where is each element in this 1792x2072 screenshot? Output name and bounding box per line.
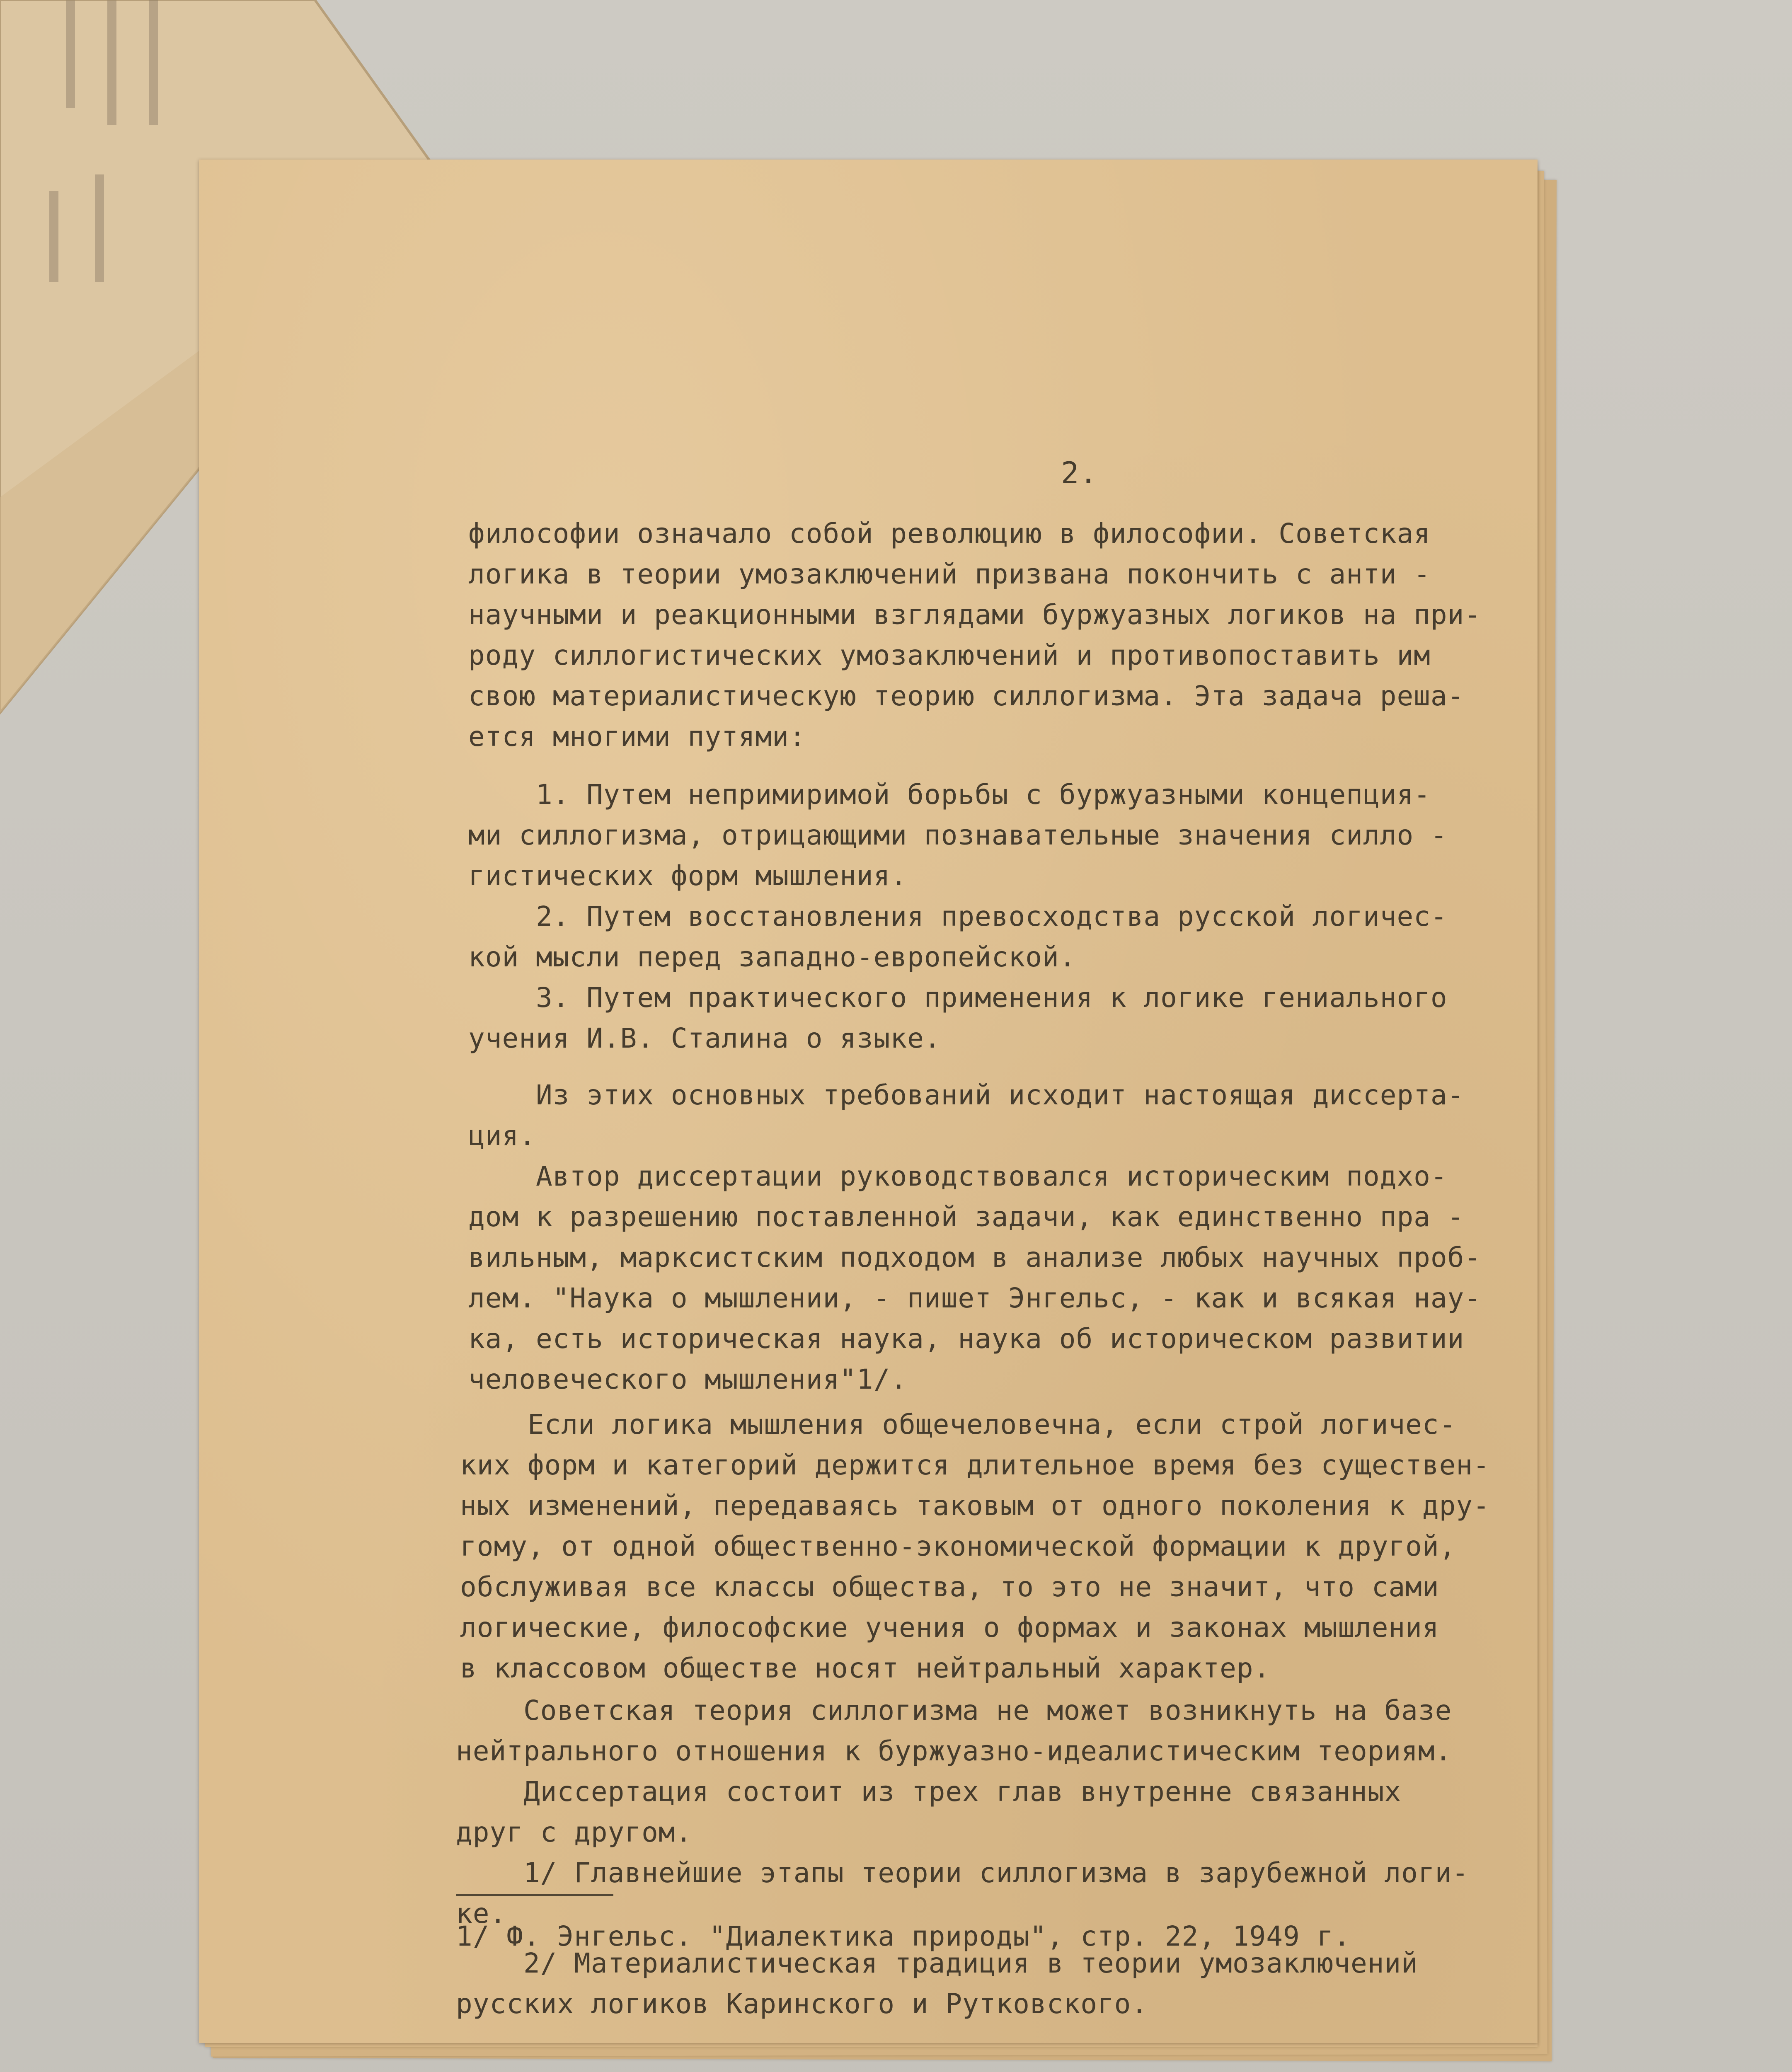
text-line: ке. xyxy=(456,1898,507,1929)
text-line: 1/ Главнейшие этапы теории силлогизма в зарубежной логи- xyxy=(456,1857,1469,1889)
text-line: дом к разрешению поставленной задачи, как единственно пра - xyxy=(468,1201,1465,1233)
text-line: гистических форм мышления. xyxy=(468,860,908,892)
text-line: Диссертация состоит из трех глав внутренне связанных xyxy=(456,1776,1402,1808)
text-line: обслуживая все классы общества, то это не значит, что сами xyxy=(460,1571,1439,1603)
text-line: человеческого мышления"1/. xyxy=(468,1363,908,1395)
text-line: вильным, марксистским подходом в анализе любых научных проб- xyxy=(468,1242,1482,1273)
text-line: Советская теория силлогизма не может возникнуть на базе xyxy=(456,1694,1452,1726)
text-line: ция. xyxy=(468,1120,536,1152)
text-line: ка, есть историческая наука, наука об историческом развитии xyxy=(468,1323,1465,1355)
text-line: логические, философские учения о формах и законах мышления xyxy=(460,1612,1439,1644)
text-line: лем. "Наука о мышлении, - пишет Энгельс, - как и всякая нау- xyxy=(468,1282,1482,1314)
text-line: ких форм и категорий держится длительное время без существен- xyxy=(460,1449,1490,1481)
text-line: Автор диссертации руководствовался историческим подхо- xyxy=(468,1160,1448,1192)
text-line: в классовом обществе носят нейтральный характер. xyxy=(460,1652,1271,1684)
text-line: Из этих основных требований исходит настоящая диссерта- xyxy=(468,1079,1465,1111)
text-line: Если логика мышления общечеловечна, если строй логичес- xyxy=(460,1409,1456,1440)
text-line: научными и реакционными взглядами буржуазных логиков на при- xyxy=(468,599,1482,631)
text-line: свою материалистическую теорию силлогизма. Эта задача реша- xyxy=(468,680,1465,712)
text-line: ется многими путями: xyxy=(468,721,806,753)
text-line: кой мысли перед западно-европейской. xyxy=(468,941,1076,973)
text-line: ми силлогизма, отрицающими познавательные значения силло - xyxy=(468,819,1448,851)
text-line: учения И.В. Сталина о языке. xyxy=(468,1022,941,1054)
text-line: 2/ Материалистическая традиция в теории умозаключений xyxy=(456,1947,1418,1979)
text-line: 1. Путем непримиримой борьбы с буржуазными концепция- xyxy=(468,779,1431,811)
text-line: роду силлогистических умозаключений и противопоставить им xyxy=(468,639,1431,671)
text-line: 3. Путем практического применения к логике гениального xyxy=(468,982,1448,1014)
text-line: 2. Путем восстановления превосходства русской логичес- xyxy=(468,900,1448,932)
text-line: друг с другом. xyxy=(456,1816,693,1848)
footnote-divider xyxy=(456,1894,613,1896)
text-line: логика в теории умозаключений призвана покончить с анти - xyxy=(468,558,1431,590)
page-number: 2. xyxy=(1061,455,1098,490)
footnote-text: 1/ Ф. Энгельс. "Диалектика природы", стр. 22, 1949 г. xyxy=(456,1920,1351,1952)
text-line: гому, от одной общественно-экономической формации к другой, xyxy=(460,1530,1456,1562)
text-line: русских логиков Каринского и Рутковского. xyxy=(456,1988,1148,2020)
typewritten-page xyxy=(199,160,1538,2043)
text-line: философии означало собой революцию в философии. Советская xyxy=(468,518,1431,549)
text-line: ных изменений, передаваясь таковым от одного поколения к дру- xyxy=(460,1490,1490,1522)
text-line: нейтрального отношения к буржуазно-идеалистическим теориям. xyxy=(456,1735,1452,1767)
